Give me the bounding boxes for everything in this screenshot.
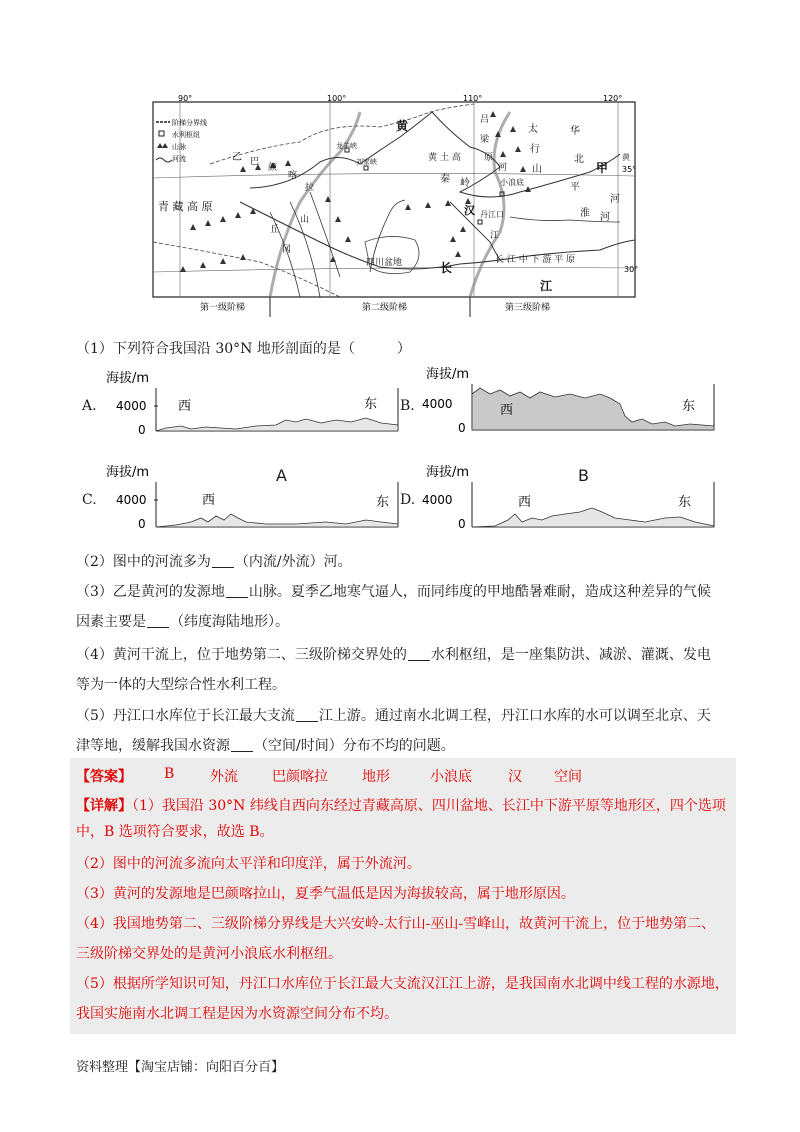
svg-text:黄: 黄 xyxy=(396,119,409,133)
figure-a-caption: A xyxy=(276,466,287,485)
detail-line: 【详解】（1）我国沿 30°N 纬线自西向东经过青藏高原、四川盆地、长江中下游平原等地形区，四个选项 xyxy=(76,798,726,814)
answer-blank[interactable] xyxy=(226,583,248,598)
svg-text:长: 长 xyxy=(440,261,453,275)
answer-label: 【答案】 xyxy=(76,769,132,785)
question-3-cont: 因素主要是 （纬度海陆地形）。 xyxy=(76,614,289,630)
figure-b-caption: B xyxy=(578,466,589,485)
detail-line: （3）黄河的发源地是巴颜喀拉山，夏季气温低是因为海拔较高，属于地形原因。 xyxy=(76,886,575,902)
profile-a xyxy=(106,368,406,458)
answer-item: B xyxy=(164,766,175,782)
question-5-cont: 津等地，缓解我国水资源 （空间/时间）分布不均的问题。 xyxy=(76,738,455,754)
detail-line: （2）图中的河流多流向太平洋和印度洋，属于外流河。 xyxy=(76,856,421,872)
svg-text:东: 东 xyxy=(682,399,696,414)
answer-item: 汉 xyxy=(508,769,522,785)
svg-text:河流: 河流 xyxy=(172,155,186,163)
svg-text:颜: 颜 xyxy=(268,163,278,173)
detail-line: 中，B 选项符合要求，故选 B。 xyxy=(76,824,274,840)
svg-text:冈: 冈 xyxy=(282,245,292,255)
svg-text:喀: 喀 xyxy=(288,171,298,181)
svg-text:海拔/m: 海拔/m xyxy=(106,465,150,480)
detail-line: 我国实施南水北调工程是因为水资源空间分布不均。 xyxy=(76,1006,398,1022)
svg-text:太: 太 xyxy=(528,124,538,135)
svg-text:梁: 梁 xyxy=(480,135,490,145)
question-4: （4）黄河干流上，位于地势第二、三级阶梯交界处的 水利枢纽，是一座集防洪、减淤、灌溉、发电 xyxy=(76,647,711,663)
svg-text:山: 山 xyxy=(532,164,542,175)
svg-text:刘家峡: 刘家峡 xyxy=(356,158,377,166)
svg-text:黄 土 高: 黄 土 高 xyxy=(428,153,461,163)
svg-text:0: 0 xyxy=(458,421,466,435)
svg-text:4000: 4000 xyxy=(116,493,147,507)
svg-text:0: 0 xyxy=(138,423,146,437)
svg-text:淮: 淮 xyxy=(580,208,590,219)
svg-text:汉: 汉 xyxy=(464,204,475,217)
svg-text:行: 行 xyxy=(530,144,540,155)
svg-text:水利枢纽: 水利枢纽 xyxy=(172,131,200,139)
svg-text:长 江 中 下 游 平 原: 长 江 中 下 游 平 原 xyxy=(495,255,576,265)
svg-text:河: 河 xyxy=(610,194,620,205)
svg-text:拉: 拉 xyxy=(305,183,315,193)
svg-text:西: 西 xyxy=(518,495,532,510)
lat-label: 35° xyxy=(622,165,637,174)
lon-label: 110° xyxy=(463,94,483,103)
answer-blank[interactable] xyxy=(212,553,234,568)
svg-text:河: 河 xyxy=(600,212,610,223)
question-4-cont: 等为一体的大型综合性水利工程。 xyxy=(76,677,286,693)
svg-text:巴: 巴 xyxy=(250,157,260,167)
option-a-label: A. xyxy=(82,398,97,414)
answer-blank[interactable] xyxy=(231,737,253,752)
step-label: 第二级阶梯 xyxy=(362,303,408,313)
svg-text:海拔/m: 海拔/m xyxy=(106,371,150,386)
svg-text:吕: 吕 xyxy=(480,115,490,125)
svg-text:原: 原 xyxy=(484,153,494,163)
svg-text:4000: 4000 xyxy=(116,399,147,413)
svg-text:东: 东 xyxy=(376,495,390,510)
detail-label: 【详解】 xyxy=(76,798,132,814)
lon-label: 100° xyxy=(327,94,347,103)
label-yi: 乙 xyxy=(232,152,242,163)
detail-line: （4）我国地势第二、三级阶梯分界线是大兴安岭-太行山-巫山-雪峰山，故黄河干流上，位于地势第二、 xyxy=(76,916,716,932)
question-5: （5）丹江口水库位于长江最大支流 江上游。通过南水北调工程，丹江口水库的水可以调至北京、天 xyxy=(76,708,711,724)
svg-text:丘: 丘 xyxy=(270,225,280,235)
svg-text:岭: 岭 xyxy=(460,178,470,189)
detail-line: （5）根据所学知识可知，丹江口水库位于长江最大支流汉江江上游，是我国南水北调中线工程的水源地， xyxy=(76,976,729,992)
lat-label: 30° xyxy=(624,265,639,274)
svg-text:龙羊峡: 龙羊峡 xyxy=(336,142,357,150)
svg-text:西: 西 xyxy=(178,399,192,414)
svg-text:丹江口: 丹江口 xyxy=(480,210,504,219)
svg-text:0: 0 xyxy=(138,517,146,531)
answer-item: 巴颜喀拉 xyxy=(272,769,328,785)
svg-text:阶梯分界线: 阶梯分界线 xyxy=(172,119,207,127)
answer-blank[interactable] xyxy=(296,707,318,722)
profile-b xyxy=(420,364,720,454)
answer-item: 空间 xyxy=(554,769,582,785)
svg-text:平: 平 xyxy=(570,182,580,193)
answer-blank[interactable] xyxy=(147,613,169,628)
option-c-label: C. xyxy=(82,492,97,508)
svg-text:甲: 甲 xyxy=(596,161,609,175)
svg-text:海拔/m: 海拔/m xyxy=(426,367,470,382)
answer-item: 小浪底 xyxy=(430,769,472,785)
footer-text: 资料整理【淘宝店铺：向阳百分百】 xyxy=(76,1060,285,1075)
svg-text:4000: 4000 xyxy=(422,493,453,507)
svg-text:秦: 秦 xyxy=(440,174,450,185)
profile-c xyxy=(106,462,406,552)
svg-text:东: 东 xyxy=(678,495,692,510)
option-b-label: B. xyxy=(400,398,415,414)
svg-text:4000: 4000 xyxy=(422,397,453,411)
svg-text:江: 江 xyxy=(490,231,500,241)
lon-label: 120° xyxy=(603,94,623,103)
terrain-map xyxy=(150,92,640,318)
svg-text:江: 江 xyxy=(540,279,553,293)
question-2: （2）图中的河流多为 （内流/外流）河。 xyxy=(76,554,352,570)
option-d-label: D. xyxy=(400,492,416,508)
svg-text:河: 河 xyxy=(498,163,508,173)
svg-text:黄: 黄 xyxy=(622,153,630,162)
svg-text:东: 东 xyxy=(364,397,378,412)
svg-text:北: 北 xyxy=(574,154,584,165)
svg-text:山: 山 xyxy=(300,215,310,225)
step-label: 第三级阶梯 xyxy=(505,303,551,313)
answer-row xyxy=(76,766,736,786)
question-1: （1）下列符合我国沿 30°N 地形剖面的是（ ） xyxy=(76,341,411,357)
svg-text:山脉: 山脉 xyxy=(172,143,186,151)
svg-text:0: 0 xyxy=(458,517,466,531)
svg-text:海拔/m: 海拔/m xyxy=(426,465,470,480)
svg-text:西: 西 xyxy=(500,403,514,418)
detail-line: 三级阶梯交界处的是黄河小浪底水利枢纽。 xyxy=(76,946,342,962)
svg-text:华: 华 xyxy=(570,126,580,137)
question-3: （3）乙是黄河的发源地 山脉。夏季乙地寒气逼人，而同纬度的甲地酷暑难耐，造成这种差异的气候 xyxy=(76,584,711,600)
answer-item: 地形 xyxy=(362,769,390,785)
svg-text:西: 西 xyxy=(202,493,216,508)
svg-text:小浪底: 小浪底 xyxy=(500,178,524,187)
answer-item: 外流 xyxy=(210,769,238,785)
lon-label: 90° xyxy=(178,94,193,103)
label-qinghai-tibet: 青 藏 高 原 xyxy=(158,200,213,213)
profile-d xyxy=(420,462,720,552)
answer-blank[interactable] xyxy=(408,646,430,661)
svg-text:四川盆地: 四川盆地 xyxy=(366,258,403,268)
step-label: 第一级阶梯 xyxy=(200,303,246,313)
